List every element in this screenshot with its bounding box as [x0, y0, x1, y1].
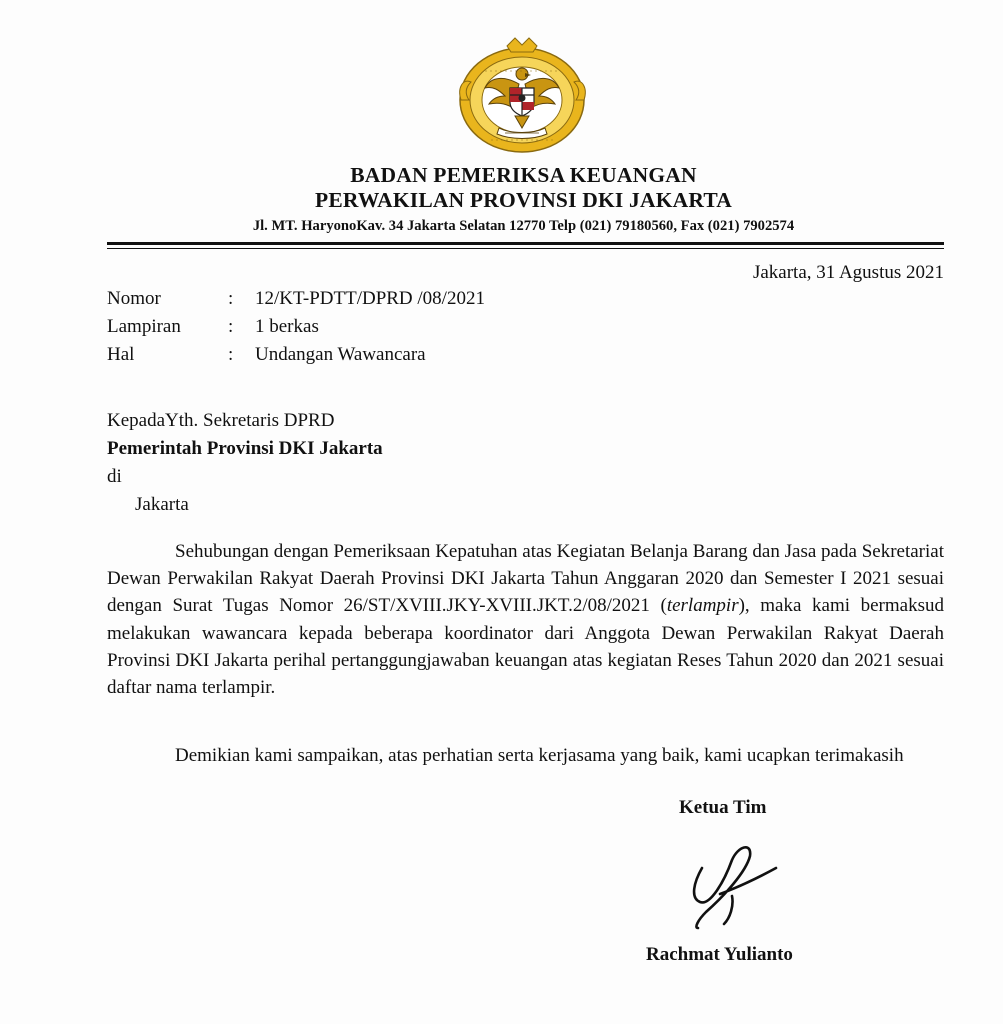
meta-value: 12/KT-PDTT/DPRD /08/2021	[255, 288, 485, 309]
signatory-name: Rachmat Yulianto	[646, 944, 793, 965]
meta-colon: :	[228, 288, 234, 309]
meta-value: 1 berkas	[255, 316, 319, 337]
meta-label: Lampiran	[107, 316, 181, 337]
signatory-title: Ketua Tim	[679, 797, 767, 818]
bpk-emblem-logo	[455, 36, 590, 158]
paragraph-text: ), maka kami bermaksud melakukan wawancara kepada beberapa koordinator dari Anggota Dewan Perwakilan Rakyat Daerah Provinsi DKI Jakarta perihal pertanggungjawaban keuangan atas kegiatan Reses Tahun 2020 dan 2021 sesuai daftar nama terlampir.	[107, 595, 944, 699]
letterhead-divider-thick	[107, 242, 944, 245]
letter-date: Jakarta, 31 Agustus 2021	[752, 262, 944, 283]
letterhead-institution: BADAN PEMERIKSA KEUANGAN	[350, 163, 697, 187]
paragraph-italic-text: terlampir	[666, 595, 739, 617]
recipient-line-4: Jakarta	[135, 494, 189, 515]
letterhead-divider-thin	[107, 248, 944, 249]
meta-label: Hal	[107, 344, 135, 365]
letterhead-address: Jl. MT. HaryonoKav. 34 Jakarta Selatan 12770 Telp (021) 79180560, Fax (021) 7902574	[252, 218, 795, 234]
recipient-line-2: Pemerintah Provinsi DKI Jakarta	[107, 438, 383, 459]
recipient-line-1: KepadaYth. Sekretaris DPRD	[107, 410, 335, 431]
recipient-line-3: di	[107, 466, 122, 487]
handwritten-signature	[680, 838, 780, 933]
letterhead-office: PERWAKILAN PROVINSI DKI JAKARTA	[314, 188, 732, 212]
body-paragraph-1	[107, 538, 944, 701]
meta-label: Nomor	[107, 288, 161, 309]
meta-colon: :	[228, 344, 234, 365]
paragraph-text: Sehubungan dengan Pemeriksaan Kepatuhan atas Kegiatan Belanja Barang dan Jasa pada Sekretariat Dewan Perwakilan Rakyat Daerah Provinsi DKI Jakarta Tahun Anggaran 2020 dan Semester I 2021 sesuai dengan Surat Tugas Nomor 26/ST/XVIII.JKY-XVIII.JKT.2/08/2021 (	[107, 541, 944, 617]
meta-value: Undangan Wawancara	[255, 344, 426, 365]
meta-colon: :	[228, 316, 234, 337]
body-paragraph-2: Demikian kami sampaikan, atas perhatian serta kerjasama yang baik, kami ucapkan terimakasih	[175, 745, 904, 766]
